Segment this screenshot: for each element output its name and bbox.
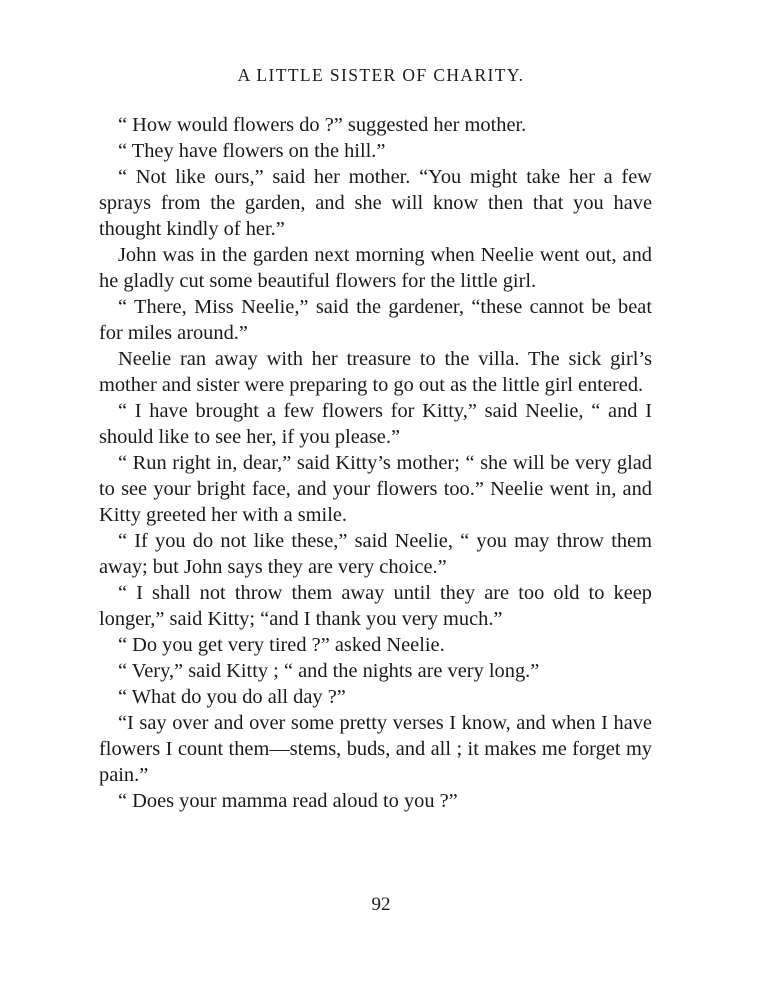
paragraph: “ Run right in, dear,” said Kitty’s mother; “ she will be very glad to see your bright face, and your flowers too.” Neelie went in, and Kitty greeted her with a smile. — [99, 452, 652, 526]
paragraph: “I say over and over some pretty verses I know, and when I have flowers I count them—stems, buds, and all ; it makes me forget my pain.” — [99, 712, 652, 786]
paragraph: “ Very,” said Kitty ; “ and the nights are very long.” — [118, 660, 540, 682]
paragraph: “ If you do not like these,” said Neelie, “ you may throw them away; but John says they are very choice.” — [99, 530, 652, 578]
paragraph: “ Does your mamma read aloud to you ?” — [118, 790, 458, 812]
page-number: 92 — [371, 894, 391, 915]
paragraph: “ What do you do all day ?” — [118, 686, 346, 708]
paragraph: “ I have brought a few flowers for Kitty,” said Neelie, “ and I should like to see her, if you please.” — [99, 400, 652, 448]
paragraph: “ They have flowers on the hill.” — [118, 140, 386, 162]
paragraph: Neelie ran away with her treasure to the villa. The sick girl’s mother and sister were preparing to go out as the little girl entered. — [99, 348, 652, 396]
paragraph: “ Not like ours,” said her mother. “You might take her a few sprays from the garden, and she will know then that you have thought kindly of her.” — [99, 166, 652, 240]
paragraph: “ I shall not throw them away until they are too old to keep longer,” said Kitty; “and I thank you very much.” — [99, 582, 652, 630]
body-text — [99, 112, 652, 814]
running-head: A LITTLE SISTER OF CHARITY. — [237, 65, 525, 85]
paragraph: “ How would flowers do ?” suggested her mother. — [118, 114, 527, 136]
paragraph: “ There, Miss Neelie,” said the gardener, “these cannot be beat for miles around.” — [99, 296, 652, 344]
paragraph: “ Do you get very tired ?” asked Neelie. — [118, 634, 445, 656]
paragraph: John was in the garden next morning when Neelie went out, and he gladly cut some beautiful flowers for the little girl. — [99, 244, 652, 292]
